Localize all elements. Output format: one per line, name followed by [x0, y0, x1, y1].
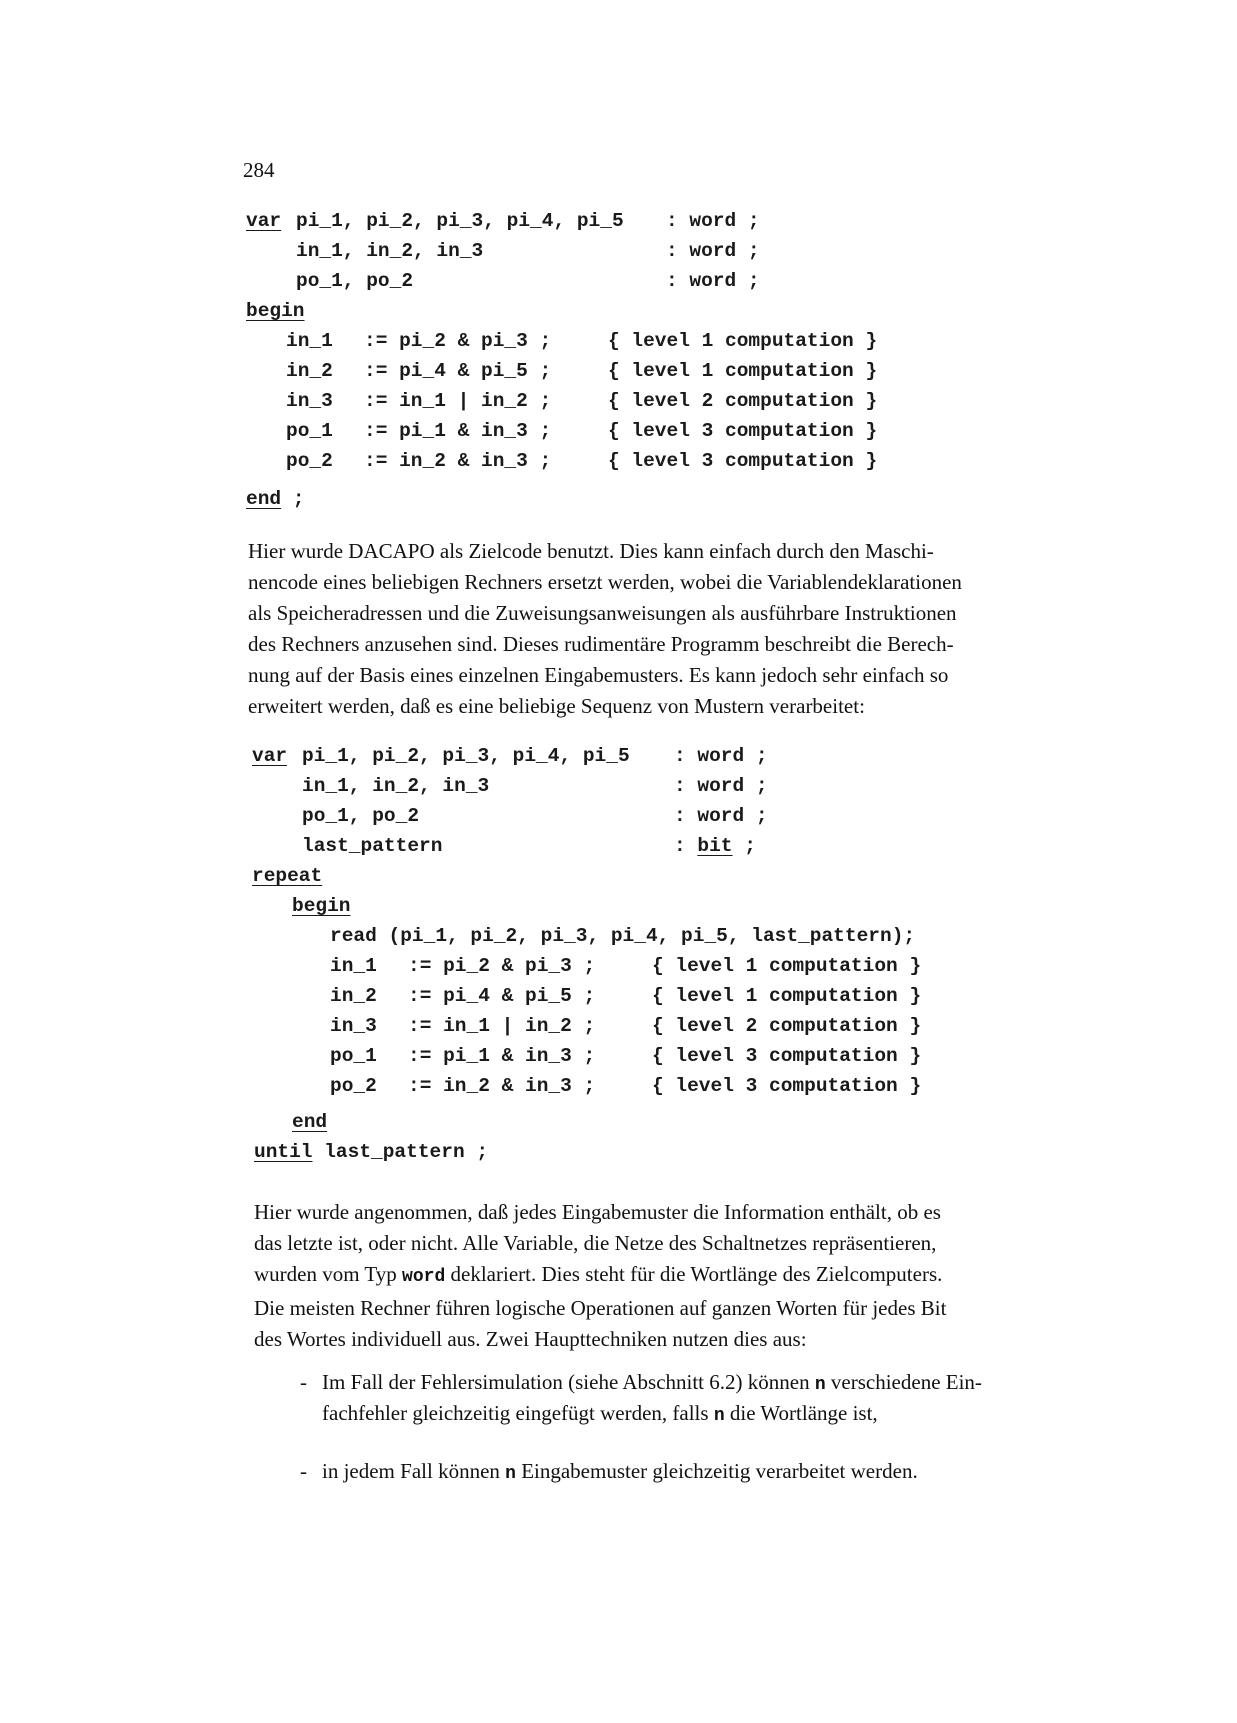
paragraph-line: erweitert werden, daß es eine beliebige Sequenz von Mustern verarbeitet: — [248, 694, 865, 718]
paragraph-line: nung auf der Basis eines einzelnen Eingabemusters. Es kann jedoch sehr einfach so — [248, 663, 949, 687]
paragraph-line: Die meisten Rechner führen logische Operationen auf ganzen Worten für jedes Bit — [254, 1296, 947, 1320]
declaration-names: last_pattern — [302, 835, 443, 857]
assign-comment: { level 3 computation } — [608, 420, 878, 442]
declaration-type: : word ; — [674, 805, 768, 827]
assign-expr: := pi_1 & in_3 ; — [364, 420, 552, 442]
paragraph-line: des Rechners anzusehen sind. Dieses rudimentäre Programm beschreibt die Berech- — [248, 632, 954, 656]
assign-comment: { level 3 computation } — [608, 450, 878, 472]
declaration-semicolon: ; — [732, 835, 756, 857]
declaration-names: pi_1, pi_2, pi_3, pi_4, pi_5 — [302, 745, 630, 767]
keyword-end: end — [246, 488, 282, 510]
assign-target: in_2 — [286, 360, 333, 382]
paragraph-line: als Speicheradressen und die Zuweisungsanweisungen als ausführbare Instruktionen — [248, 601, 957, 625]
assign-target: po_2 — [286, 450, 333, 472]
assign-comment: { level 1 computation } — [608, 330, 878, 352]
declaration-colon: : — [674, 835, 698, 857]
assign-target: in_1 — [330, 955, 377, 977]
keyword-end: end — [292, 1111, 328, 1133]
assign-target: po_1 — [286, 420, 333, 442]
assign-target: po_1 — [330, 1045, 377, 1067]
declaration-names: in_1, in_2, in_3 — [296, 240, 484, 262]
bullet-dash: - — [300, 1370, 307, 1394]
until-tail: last_pattern ; — [312, 1141, 489, 1163]
assign-expr: := in_1 | in_2 ; — [364, 390, 552, 412]
paragraph-1 — [248, 536, 1118, 722]
bullet-line: fachfehler gleichzeitig eingefügt werden, falls n die Wortlänge ist, — [322, 1401, 878, 1426]
assign-expr: := in_1 | in_2 ; — [408, 1015, 596, 1037]
assign-comment: { level 3 computation } — [652, 1075, 922, 1097]
keyword-bit: bit — [697, 835, 733, 857]
bullet-item-2 — [300, 1456, 1130, 1487]
assign-target: in_2 — [330, 985, 377, 1007]
keyword-begin: begin — [292, 895, 351, 917]
declaration-type: : word ; — [666, 240, 760, 262]
assign-target: in_3 — [286, 390, 333, 412]
assign-expr: := pi_4 & pi_5 ; — [408, 985, 596, 1007]
assign-expr: := pi_2 & pi_3 ; — [364, 330, 552, 352]
assign-comment: { level 2 computation } — [652, 1015, 922, 1037]
paragraph-line: Hier wurde angenommen, daß jedes Eingabemuster die Information enthält, ob es — [254, 1200, 941, 1224]
assign-expr: := in_2 & in_3 ; — [408, 1075, 596, 1097]
assign-comment: { level 1 computation } — [652, 985, 922, 1007]
assign-expr: := pi_2 & pi_3 ; — [408, 955, 596, 977]
declaration-names: pi_1, pi_2, pi_3, pi_4, pi_5 — [296, 210, 624, 232]
keyword-repeat: repeat — [252, 865, 323, 887]
page-number: 284 — [243, 158, 275, 182]
paragraph-2 — [254, 1197, 1124, 1355]
inline-code-n: n — [505, 1464, 516, 1484]
end-tail: ; — [281, 488, 305, 510]
keyword-until: until — [254, 1141, 313, 1163]
inline-code-word: word — [402, 1267, 446, 1287]
paragraph-line: Hier wurde DACAPO als Zielcode benutzt. Dies kann einfach durch den Maschi- — [248, 539, 934, 563]
assign-comment: { level 1 computation } — [652, 955, 922, 977]
assign-target: in_3 — [330, 1015, 377, 1037]
inline-code-n: n — [814, 1375, 826, 1395]
declaration-names: po_1, po_2 — [296, 270, 414, 292]
paragraph-line: des Wortes individuell aus. Zwei Haupttechniken nutzen dies aus: — [254, 1327, 807, 1351]
bullet-item-1 — [300, 1367, 1130, 1429]
keyword-var: var — [252, 745, 288, 767]
bullet-line: Im Fall der Fehlersimulation (siehe Abschnitt 6.2) können n verschiedene Ein- — [322, 1370, 982, 1395]
declaration-type: : word ; — [674, 745, 768, 767]
assign-comment: { level 3 computation } — [652, 1045, 922, 1067]
inline-code-n: n — [713, 1406, 725, 1426]
declaration-type: : word ; — [666, 210, 760, 232]
bullet-line: in jedem Fall können n Eingabemuster gleichzeitig verarbeitet werden. — [322, 1459, 918, 1484]
assign-expr: := pi_1 & in_3 ; — [408, 1045, 596, 1067]
paragraph-line: nencode eines beliebigen Rechners ersetzt werden, wobei die Variablendeklarationen — [248, 570, 962, 594]
assign-expr: := pi_4 & pi_5 ; — [364, 360, 552, 382]
assign-comment: { level 1 computation } — [608, 360, 878, 382]
paragraph-line: das letzte ist, oder nicht. Alle Variable, die Netze des Schaltnetzes repräsentieren, — [254, 1231, 937, 1255]
declaration-type: : word ; — [666, 270, 760, 292]
keyword-var: var — [246, 210, 282, 232]
declaration-names: in_1, in_2, in_3 — [302, 775, 490, 797]
assign-comment: { level 2 computation } — [608, 390, 878, 412]
declaration-type: : word ; — [674, 775, 768, 797]
paragraph-line: wurden vom Typ word deklariert. Dies steht für die Wortlänge des Zielcomputers. — [254, 1262, 943, 1287]
assign-target: po_2 — [330, 1075, 377, 1097]
assign-expr: := in_2 & in_3 ; — [364, 450, 552, 472]
assign-target: in_1 — [286, 330, 333, 352]
declaration-names: po_1, po_2 — [302, 805, 420, 827]
keyword-begin: begin — [246, 300, 305, 322]
read-statement: read (pi_1, pi_2, pi_3, pi_4, pi_5, last_pattern); — [330, 925, 916, 947]
bullet-dash: - — [300, 1459, 307, 1483]
